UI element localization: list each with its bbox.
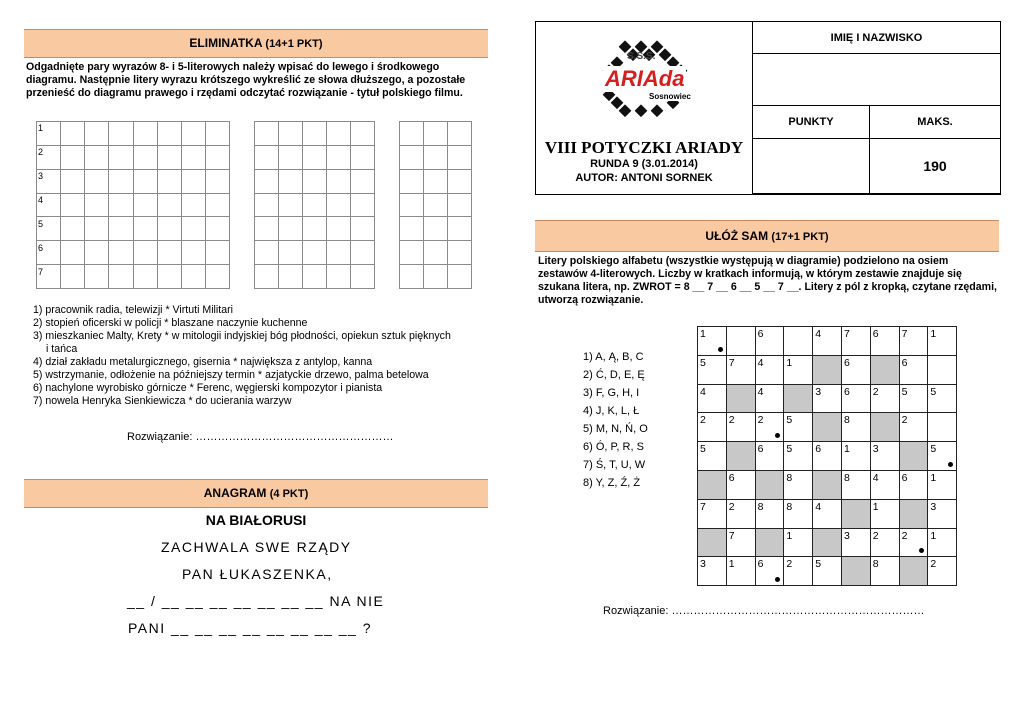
diagram-cell[interactable] [928, 413, 957, 442]
diagram-cell[interactable] [899, 384, 928, 413]
diagram-cell[interactable] [755, 355, 784, 384]
eliminatka-middle-grid[interactable] [254, 121, 375, 289]
cell-number: 6 [843, 356, 850, 369]
diagram-cell[interactable] [841, 384, 870, 413]
uloz-points: (17+1 PKT) [771, 231, 829, 243]
eliminatka-solution[interactable]: Rozwiązanie: ……………………………………………… [127, 431, 394, 443]
eliminatka-clue: 1) pracownik radia, telewizji * Virtuti Militari [33, 304, 233, 316]
row-number: 5 [38, 219, 44, 229]
eliminatka-points: (14+1 PKT) [265, 38, 323, 50]
cell-number: 2 [728, 414, 735, 427]
diagram-cell[interactable] [928, 327, 957, 356]
diagram-cell [899, 557, 928, 586]
cell-number: 3 [815, 385, 822, 398]
cell-number: 6 [872, 328, 879, 340]
diagram-cell[interactable] [928, 442, 957, 471]
letter-set: 3) F, G, H, I [583, 387, 640, 399]
diagram-cell[interactable] [899, 528, 928, 557]
diagram-cell [870, 413, 899, 442]
diagram-cell[interactable] [726, 355, 755, 384]
points-label-cell [752, 105, 870, 139]
diagram-cell[interactable] [784, 470, 813, 499]
diagram-cell[interactable] [784, 355, 813, 384]
cell-number: 8 [786, 500, 793, 513]
cell-number: 2 [872, 529, 879, 542]
diagram-cell[interactable] [870, 442, 899, 471]
cell-number: 6 [901, 356, 908, 369]
cell-number: 2 [786, 558, 793, 571]
diagram-cell[interactable] [726, 528, 755, 557]
diagram-cell[interactable] [726, 327, 755, 356]
diagram-cell [899, 499, 928, 528]
diagram-cell[interactable] [755, 442, 784, 471]
eliminatka-instructions: Odgadnięte pary wyrazów 8- i 5-literowych należy wpisać do lewego i środkowego diagramu. Następnie litery wyrazu krótszego wykreślić ze słowa dłuższego, a pozostałe przenieść do diagramu prawego i rzędami odczytać rozwiązanie - tytuł polskiego filmu. [26, 61, 466, 99]
cell-number: 6 [843, 385, 850, 398]
letter-set: 6) Ó, P, R, S [583, 441, 644, 453]
cell-number: 1 [872, 500, 879, 513]
eliminatka-clue: i tańca [46, 343, 78, 355]
letter-set: 1) A, Ą, B, C [583, 351, 644, 363]
cell-number: 2 [700, 414, 706, 427]
diagram-cell[interactable] [928, 470, 957, 499]
uloz-diagram [697, 326, 957, 586]
contest-author: AUTOR: ANTONI SORNEK [575, 172, 713, 184]
cell-number: 6 [728, 471, 735, 484]
cell-number: 4 [872, 471, 879, 484]
cell-number: 1 [930, 529, 937, 542]
diagram-cell[interactable] [899, 470, 928, 499]
solution-dot-icon [775, 577, 780, 582]
diagram-cell [870, 355, 899, 384]
cell-number: 2 [930, 558, 937, 571]
cell-number: 4 [815, 328, 822, 340]
diagram-cell[interactable] [899, 355, 928, 384]
eliminatka-clue: 2) stopień oficerski w policji * blaszane naczynie kuchenne [33, 317, 308, 329]
diagram-cell[interactable] [813, 557, 842, 586]
eliminatka-header [24, 29, 488, 58]
anagram-answer-line[interactable]: PANI __ __ __ __ __ __ __ __ ? [128, 620, 373, 636]
diagram-cell [813, 528, 842, 557]
diagram-cell[interactable] [726, 413, 755, 442]
eliminatka-clue: 5) wstrzymanie, odłożenie na późniejszy termin * azjatyckie drzewo, palma betelowa [33, 369, 429, 381]
row-number: 3 [38, 171, 44, 181]
eliminatka-clue: 3) mieszkaniec Malty, Krety * w mitologii indyjskiej bóg płodności, opiekun sztuk pięknych [33, 330, 451, 342]
cell-number: 7 [901, 328, 908, 340]
eliminatka-title: ELIMINATKA [189, 36, 263, 50]
cell-number: 2 [872, 385, 879, 398]
diagram-cell [698, 528, 727, 557]
cell-number: 5 [700, 356, 706, 369]
diagram-cell[interactable] [726, 470, 755, 499]
anagram-line: PAN ŁUKASZENKA, [182, 566, 333, 582]
diagram-cell [698, 470, 727, 499]
eliminatka-left-grid[interactable] [36, 121, 230, 289]
name-label-cell [752, 21, 1001, 54]
cell-number: 8 [786, 471, 793, 484]
cell-number: 5 [786, 443, 793, 456]
cell-number: 1 [728, 558, 735, 571]
cell-number: 5 [930, 385, 937, 398]
cell-number: 3 [930, 500, 937, 513]
eliminatka-clue: 4) dział zakładu metalurgicznego, gisernia * największa z antylop, kanna [33, 356, 373, 368]
diagram-cell[interactable] [870, 384, 899, 413]
diagram-cell[interactable] [784, 499, 813, 528]
cell-number: 5 [700, 443, 706, 456]
anagram-answer-line[interactable]: __ / __ __ __ __ __ __ __ NA NIE [127, 593, 385, 609]
cell-number: 7 [728, 529, 735, 542]
name-label: IMIĘ I NAZWISKO [830, 32, 923, 44]
diagram-cell [755, 470, 784, 499]
diagram-cell[interactable] [928, 528, 957, 557]
uloz-solution[interactable]: Rozwiązanie: …………………………………………………………… [603, 605, 925, 617]
anagram-heading: NA BIAŁORUSI [205, 512, 307, 528]
cell-number: 3 [700, 558, 706, 571]
diagram-cell [899, 442, 928, 471]
contest-title: VIII POTYCZKI ARIADY [544, 138, 744, 157]
anagram-line: ZACHWALA SWE RZĄDY [161, 539, 352, 555]
uloz-instructions: Litery polskiego alfabetu (wszystkie występują w diagramie) podzielono na osiem zestawów 4-literowych. Liczby w kratkach informują, w którym zestawie znajduje się szukana litera, np. ZWROT = 8 __ 7 __ 6 __ 5 __ 7 __. Litery z pól z kropką, czytane rzędami, utworzą rozwiązanie. [538, 255, 997, 306]
diagram-cell [813, 470, 842, 499]
diagram-cell[interactable] [841, 528, 870, 557]
diagram-cell[interactable] [899, 327, 928, 356]
ariada-logo [591, 30, 706, 122]
diagram-cell[interactable] [841, 442, 870, 471]
cell-number: 8 [843, 414, 850, 427]
diagram-cell[interactable] [698, 384, 727, 413]
cell-number: 5 [901, 385, 908, 398]
cell-number: 6 [901, 471, 908, 484]
diagram-cell[interactable] [841, 470, 870, 499]
cell-number: 2 [901, 529, 908, 542]
diagram-cell[interactable] [755, 413, 784, 442]
cell-number: 4 [757, 385, 764, 398]
letter-set: 2) Ć, D, E, Ę [583, 369, 645, 381]
cell-number: 6 [815, 443, 822, 456]
points-label: PUNKTY [788, 116, 834, 128]
diagram-cell[interactable] [698, 557, 727, 586]
diagram-cell[interactable] [698, 499, 727, 528]
header-box [535, 21, 1001, 195]
anagram-points: (4 PKT) [269, 488, 309, 500]
diagram-cell[interactable] [870, 470, 899, 499]
diagram-cell[interactable] [841, 327, 870, 356]
cell-number: 8 [757, 500, 764, 513]
cell-number: 5 [786, 414, 793, 427]
diagram-cell[interactable] [755, 499, 784, 528]
diagram-cell[interactable] [698, 442, 727, 471]
anagram-header [24, 479, 488, 508]
cell-number: 8 [872, 558, 879, 571]
diagram-cell[interactable] [784, 528, 813, 557]
cell-number: 4 [700, 385, 706, 398]
points-input-cell[interactable] [752, 138, 870, 194]
diagram-cell[interactable] [841, 413, 870, 442]
diagram-cell[interactable] [755, 327, 784, 356]
logo-city: Sosnowiec [649, 92, 691, 101]
row-number: 4 [38, 195, 44, 205]
cell-number: 1 [930, 328, 937, 340]
cell-number: 6 [757, 558, 764, 571]
diagram-cell [784, 384, 813, 413]
diagram-cell[interactable] [784, 327, 813, 356]
contest-round: RUNDA 9 (3.01.2014) [590, 158, 698, 170]
diagram-cell[interactable] [841, 355, 870, 384]
diagram-cell[interactable] [813, 499, 842, 528]
diagram-cell[interactable] [755, 384, 784, 413]
cell-number: 3 [872, 443, 879, 456]
cell-number: 1 [930, 471, 937, 484]
cell-number: 1 [843, 443, 850, 456]
row-number: 2 [38, 147, 44, 157]
diagram-cell [813, 355, 842, 384]
cell-number: 2 [901, 414, 908, 427]
diagram-cell[interactable] [928, 557, 957, 586]
diagram-cell[interactable] [928, 355, 957, 384]
diagram-cell [726, 442, 755, 471]
cell-number: 8 [843, 471, 850, 484]
cell-number: 1 [700, 328, 706, 340]
letter-set: 5) M, N, Ń, O [583, 423, 648, 435]
name-input-cell[interactable] [752, 53, 1001, 106]
solution-dot-icon [718, 347, 723, 352]
diagram-cell[interactable] [726, 499, 755, 528]
diagram-cell[interactable] [870, 327, 899, 356]
cell-number: 2 [728, 500, 735, 513]
cell-number: 2 [757, 414, 764, 427]
diagram-cell [841, 499, 870, 528]
diagram-cell[interactable] [726, 557, 755, 586]
diagram-cell[interactable] [928, 384, 957, 413]
cell-number: 6 [757, 443, 764, 456]
diagram-cell [813, 413, 842, 442]
diagram-cell[interactable] [870, 557, 899, 586]
cell-number: 7 [843, 328, 850, 340]
diagram-cell[interactable] [870, 499, 899, 528]
cell-number: 4 [757, 356, 764, 369]
cell-number: 3 [843, 529, 850, 542]
diagram-cell[interactable] [813, 327, 842, 356]
eliminatka-clue: 6) nachylone wyrobisko górnicze * Ferenc, węgierski kompozytor i pianista [33, 382, 383, 394]
diagram-cell[interactable] [784, 557, 813, 586]
diagram-cell[interactable] [784, 413, 813, 442]
solution-dot-icon [775, 433, 780, 438]
row-number: 6 [38, 243, 44, 253]
max-label-cell [869, 105, 1001, 139]
diagram-cell[interactable] [698, 413, 727, 442]
logo-name: ARIAda [605, 66, 685, 91]
cell-number: 5 [930, 443, 937, 456]
eliminatka-right-grid[interactable] [399, 121, 472, 289]
solution-dot-icon [919, 548, 924, 553]
diagram-cell [841, 557, 870, 586]
diagram-cell[interactable] [928, 499, 957, 528]
diagram-cell[interactable] [698, 355, 727, 384]
diagram-cell [755, 528, 784, 557]
diagram-cell[interactable] [813, 384, 842, 413]
letter-set: 7) Ś, T, U, W [583, 459, 646, 471]
cell-number: 1 [786, 356, 793, 369]
max-value: 190 [923, 158, 947, 174]
diagram-cell[interactable] [755, 557, 784, 586]
solution-dot-icon [948, 462, 953, 467]
row-number: 7 [38, 267, 44, 277]
diagram-cell[interactable] [698, 327, 727, 356]
logo-top-text: S.S.S. [627, 51, 656, 62]
cell-number: 1 [786, 529, 793, 542]
eliminatka-clue: 7) nowela Henryka Sienkiewicza * do ucierania warzyw [33, 395, 292, 407]
diagram-cell[interactable] [784, 442, 813, 471]
letter-set: 4) J, K, L, Ł [583, 405, 640, 417]
row-number: 1 [38, 123, 44, 133]
diagram-cell [726, 384, 755, 413]
cell-number: 4 [815, 500, 822, 513]
cell-number: 5 [815, 558, 822, 571]
cell-number: 7 [700, 500, 706, 513]
anagram-title: ANAGRAM [203, 486, 267, 500]
cell-number: 6 [757, 328, 764, 340]
max-label: MAKS. [917, 116, 953, 128]
diagram-cell[interactable] [813, 442, 842, 471]
letter-set: 8) Y, Z, Ź, Ż [583, 477, 641, 489]
uloz-header [535, 220, 999, 252]
max-value-cell [869, 138, 1001, 194]
diagram-cell[interactable] [870, 528, 899, 557]
cell-number: 7 [728, 356, 735, 369]
diagram-cell[interactable] [899, 413, 928, 442]
uloz-title: UŁÓŻ SAM [705, 229, 769, 243]
